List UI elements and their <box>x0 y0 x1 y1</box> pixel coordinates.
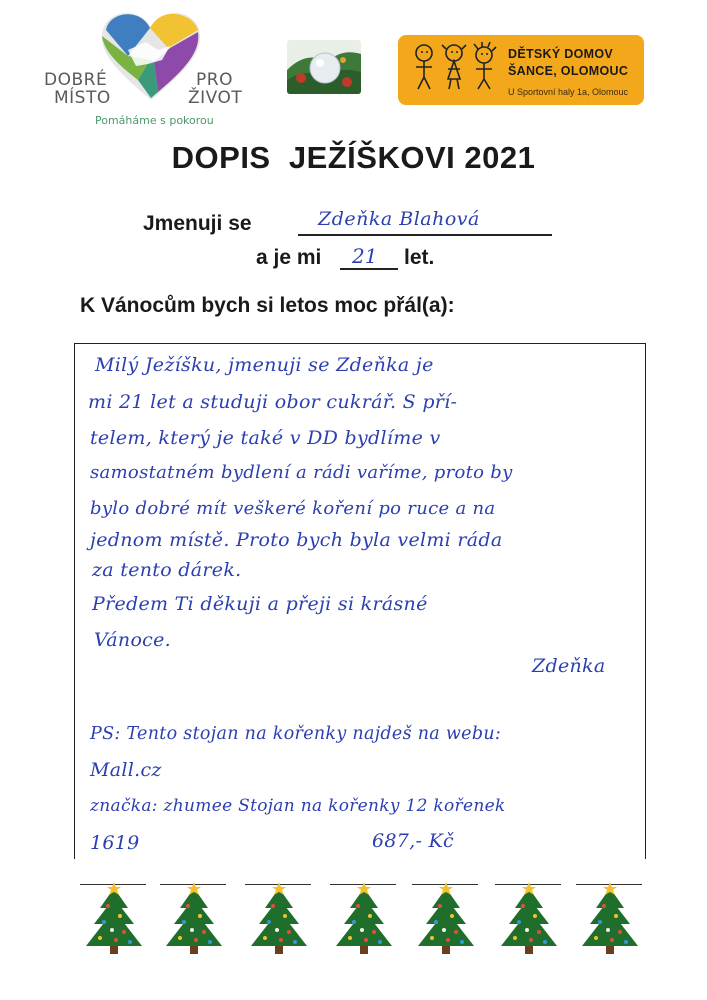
letter-signature: Zdeňka <box>532 655 606 677</box>
age-fill-line <box>340 268 398 270</box>
detsky-domov-logo <box>398 35 644 105</box>
name-value: Zdeňka Blahová <box>318 208 480 230</box>
christmas-tree-icon <box>332 880 396 960</box>
christmas-tree-icon <box>247 880 311 960</box>
letter-line-9: Vánoce. <box>94 629 172 651</box>
logo-tagline: Pomáháme s pokorou <box>95 114 214 127</box>
name-fill-line <box>298 234 552 236</box>
age-suffix: let. <box>404 246 435 269</box>
letter-line-3: telem, který je také v DD bydlíme v <box>90 427 441 449</box>
wish-label: K Vánocům bych si letos moc přál(a): <box>80 294 455 317</box>
letter-line-2: mi 21 let a studuji obor cukrář. S pří- <box>88 391 458 413</box>
logo-word-1: DOBRÉ <box>44 70 108 90</box>
christmas-ornament-photo <box>287 40 361 94</box>
christmas-tree-icon <box>82 880 146 960</box>
christmas-tree-icon <box>162 880 226 960</box>
logo-right-address: U Sportovní haly 1a, Olomouc <box>508 87 629 97</box>
christmas-tree-icon <box>414 880 478 960</box>
ps-line-2: Mall.cz <box>90 759 162 781</box>
logo-word-4: ŽIVOT <box>188 88 243 108</box>
ornament-image-icon <box>287 40 361 94</box>
letter-line-6: jednom místě. Proto bych byla velmi ráda <box>90 529 503 551</box>
christmas-tree-icon <box>497 880 561 960</box>
age-value: 21 <box>352 244 378 268</box>
christmas-tree-icon <box>578 880 642 960</box>
children-figures-icon <box>408 41 502 93</box>
letter-line-1: Milý Ježíšku, jmenuji se Zdeňka je <box>95 354 434 376</box>
product-code: 1619 <box>90 832 140 854</box>
ps-line-1: PS: Tento stojan na kořenky najdeš na webu: <box>90 724 502 744</box>
age-label: a je mi <box>256 246 322 269</box>
letter-line-7: za tento dárek. <box>92 559 242 581</box>
logo-right-line-2: ŠANCE, OLOMOUC <box>508 64 629 78</box>
logo-word-2: MÍSTO <box>54 88 111 108</box>
product-price: 687,- Kč <box>372 830 454 852</box>
letter-line-4: samostatném bydlení a rádi vaříme, proto by <box>90 462 513 483</box>
letter-line-8: Předem Ti děkuji a přeji si krásné <box>92 593 428 615</box>
letter-line-5: bylo dobré mít veškeré koření po ruce a na <box>90 498 496 519</box>
logo-right-line-1: DĚTSKÝ DOMOV <box>508 47 613 61</box>
logo-word-3: PRO <box>196 70 233 90</box>
ps-line-3: značka: zhumee Stojan na kořenky 12 kořenek <box>90 796 506 816</box>
page-title: DOPIS JEŽÍŠKOVI 2021 <box>171 140 536 175</box>
dobre-misto-pro-zivot-logo <box>40 10 250 130</box>
name-label: Jmenuji se <box>143 212 252 235</box>
